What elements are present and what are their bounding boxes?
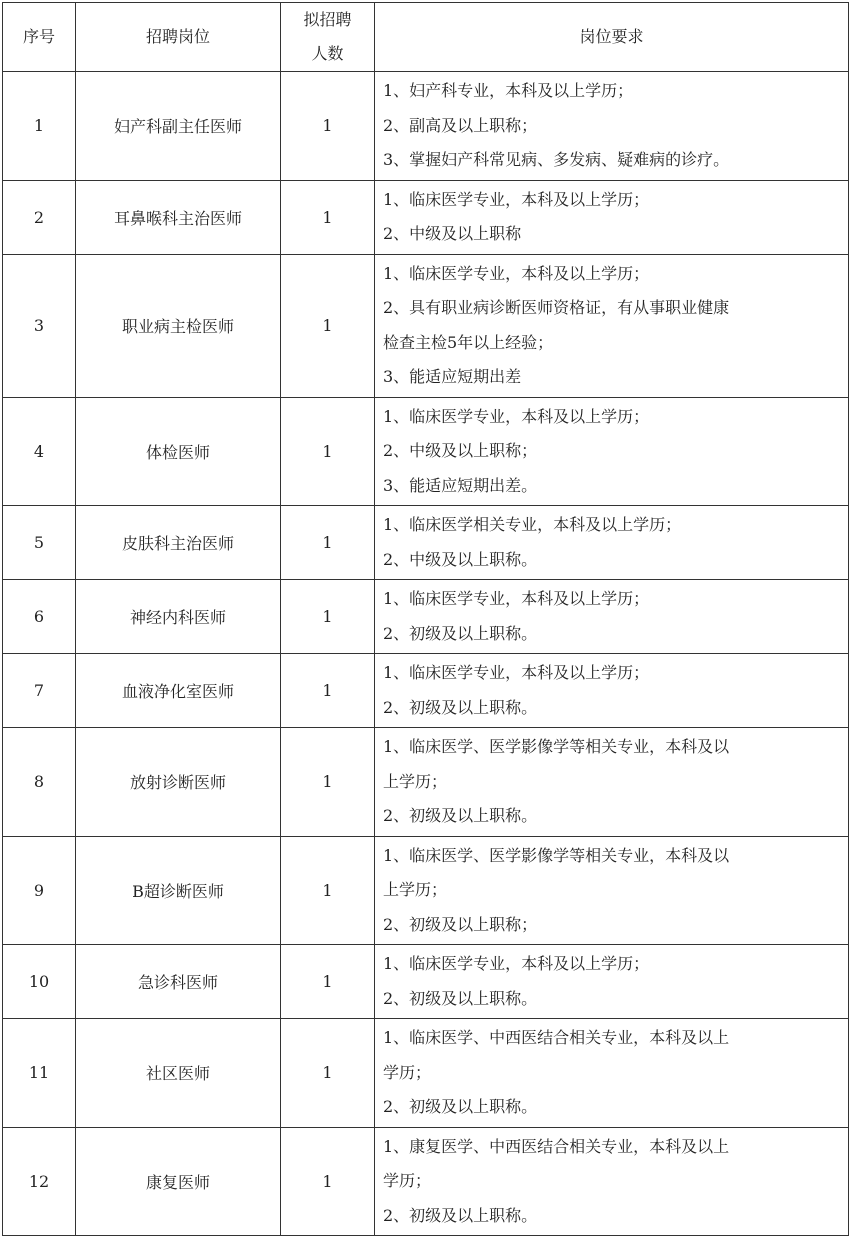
row-seq: 2 (3, 180, 76, 254)
row-requirements (375, 580, 849, 654)
table-row (3, 254, 849, 397)
row-position: 血液净化室医师 (76, 654, 281, 728)
table-body (3, 72, 849, 1236)
row-count: 1 (281, 1019, 375, 1128)
row-position: B超诊断医师 (76, 836, 281, 945)
row-requirements (375, 180, 849, 254)
table-row (3, 580, 849, 654)
requirement-line: 2、中级及以上职称 (383, 224, 522, 243)
row-requirements (375, 945, 849, 1019)
requirement-line: 3、掌握妇产科常见病、多发病、疑难病的诊疗。 (383, 150, 730, 169)
row-position: 体检医师 (76, 397, 281, 506)
row-count: 1 (281, 654, 375, 728)
table-row (3, 506, 849, 580)
row-position: 康复医师 (76, 1127, 281, 1236)
row-count: 1 (281, 836, 375, 945)
requirement-line: 3、能适应短期出差。 (383, 475, 538, 495)
requirement-line: 1、临床医学专业，本科及以上学历； (383, 663, 650, 682)
row-requirements (375, 72, 849, 181)
table-row (3, 1019, 849, 1128)
row-position: 职业病主检医师 (76, 254, 281, 397)
header-count-line1: 拟招聘 (303, 10, 352, 29)
requirement-line: 1、临床医学相关专业，本科及以上学历； (383, 515, 682, 534)
recruitment-table (2, 2, 849, 1236)
requirement-line: 3、能适应短期出差 (383, 367, 522, 386)
table-row (3, 728, 849, 837)
row-requirements (375, 836, 849, 945)
row-count: 1 (281, 397, 375, 506)
row-seq: 5 (3, 506, 76, 580)
header-position: 招聘岗位 (76, 3, 281, 72)
header-seq: 序号 (3, 3, 76, 72)
row-seq: 6 (3, 580, 76, 654)
row-position: 放射诊断医师 (76, 728, 281, 837)
requirement-line: 2、中级及以上职称； (383, 441, 538, 460)
requirement-line: 2、初级及以上职称。 (383, 988, 538, 1008)
requirement-line: 1、妇产科专业，本科及以上学历； (383, 81, 634, 100)
row-position: 妇产科副主任医师 (76, 72, 281, 181)
requirement-line: 1、临床医学专业，本科及以上学历； (383, 263, 650, 283)
row-requirements (375, 728, 849, 837)
requirement-line: 1、临床医学、医学影像学等相关专业，本科及以 (383, 737, 730, 756)
requirement-line: 2、初级及以上职称。 (383, 1205, 538, 1225)
row-position: 耳鼻喉科主治医师 (76, 180, 281, 254)
row-count: 1 (281, 580, 375, 654)
row-count: 1 (281, 1127, 375, 1236)
row-requirements (375, 654, 849, 728)
row-position: 神经内科医师 (76, 580, 281, 654)
header-count (281, 3, 375, 72)
row-seq: 9 (3, 836, 76, 945)
requirement-line: 1、临床医学专业，本科及以上学历； (383, 189, 650, 209)
header-count-line2: 人数 (311, 44, 344, 63)
row-requirements (375, 1127, 849, 1236)
requirement-line: 2、初级及以上职称。 (383, 623, 538, 643)
row-position: 急诊科医师 (76, 945, 281, 1019)
table-row (3, 1127, 849, 1236)
requirement-line: 1、临床医学专业，本科及以上学历； (383, 954, 650, 973)
row-seq: 12 (3, 1127, 76, 1236)
table-row (3, 945, 849, 1019)
row-requirements (375, 254, 849, 397)
row-seq: 10 (3, 945, 76, 1019)
requirement-line: 上学历； (383, 771, 448, 791)
requirement-line: 学历； (383, 1062, 432, 1082)
requirement-line: 检查主检5年以上经验； (383, 332, 554, 352)
requirement-line: 2、副高及以上职称； (383, 115, 538, 135)
row-seq: 3 (3, 254, 76, 397)
row-seq: 1 (3, 72, 76, 181)
header-requirements: 岗位要求 (375, 3, 849, 72)
table-row (3, 72, 849, 181)
requirement-line: 学历； (383, 1171, 432, 1190)
row-requirements (375, 397, 849, 506)
header-row (3, 3, 849, 72)
requirement-line: 1、临床医学、中西医结合相关专业，本科及以上 (383, 1028, 730, 1047)
requirement-line: 1、临床医学、医学影像学等相关专业，本科及以 (383, 845, 730, 865)
row-position: 社区医师 (76, 1019, 281, 1128)
row-count: 1 (281, 254, 375, 397)
requirement-line: 1、临床医学专业，本科及以上学历； (383, 406, 650, 426)
row-requirements (375, 506, 849, 580)
table-row (3, 836, 849, 945)
row-position: 皮肤科主治医师 (76, 506, 281, 580)
requirement-line: 2、初级及以上职称； (383, 914, 538, 934)
requirement-line: 1、临床医学专业，本科及以上学历； (383, 589, 650, 608)
requirement-line: 2、具有职业病诊断医师资格证，有从事职业健康 (383, 298, 730, 317)
requirement-line: 2、初级及以上职称。 (383, 697, 538, 717)
requirement-line: 2、中级及以上职称。 (383, 549, 538, 569)
row-count: 1 (281, 180, 375, 254)
table-row (3, 180, 849, 254)
row-seq: 4 (3, 397, 76, 506)
row-count: 1 (281, 72, 375, 181)
table-row (3, 654, 849, 728)
row-count: 1 (281, 945, 375, 1019)
row-count: 1 (281, 728, 375, 837)
row-seq: 11 (3, 1019, 76, 1128)
requirement-line: 1、康复医学、中西医结合相关专业，本科及以上 (383, 1136, 730, 1156)
table-row (3, 397, 849, 506)
row-seq: 8 (3, 728, 76, 837)
row-count: 1 (281, 506, 375, 580)
row-requirements (375, 1019, 849, 1128)
requirement-line: 2、初级及以上职称。 (383, 806, 538, 825)
row-seq: 7 (3, 654, 76, 728)
requirement-line: 2、初级及以上职称。 (383, 1097, 538, 1116)
requirement-line: 上学历； (383, 880, 448, 899)
